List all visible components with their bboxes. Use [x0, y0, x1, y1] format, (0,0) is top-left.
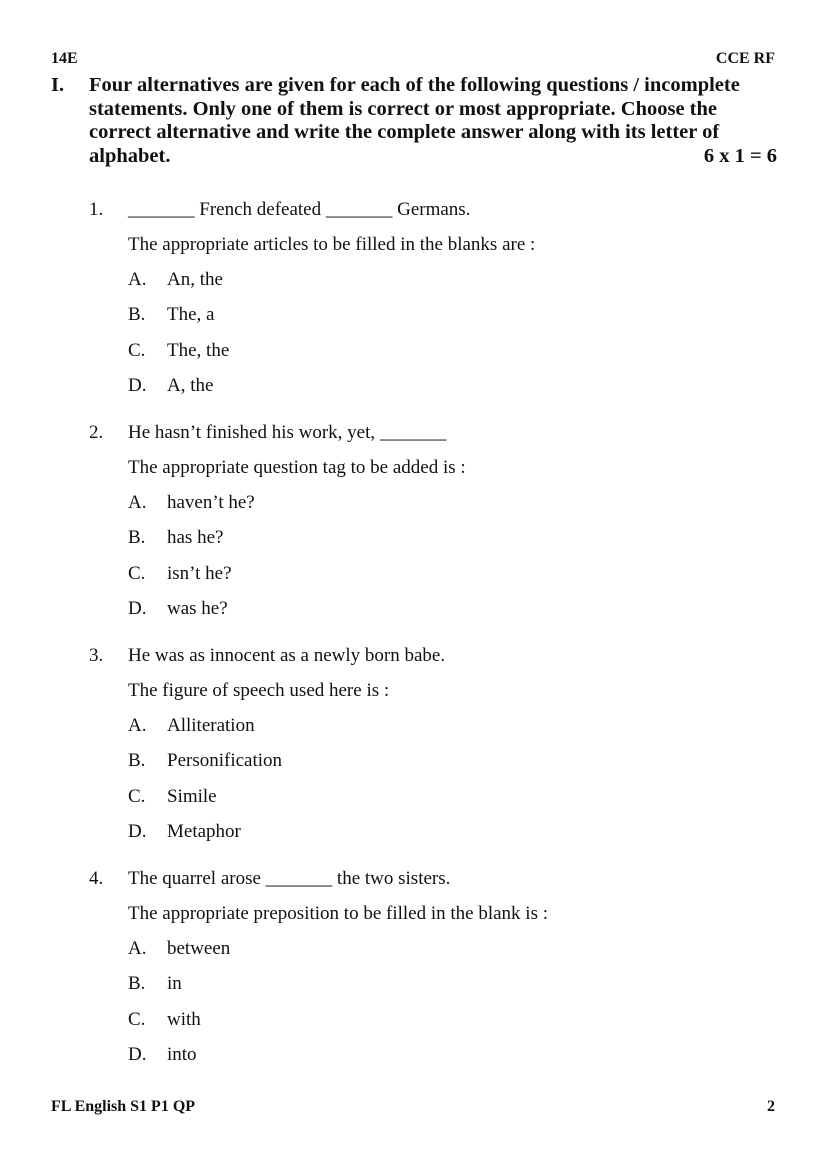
instruction-line: statements. Only one of them is correct or most appropriate. Choose the: [89, 97, 718, 120]
option-text: Personification: [167, 750, 283, 772]
question-line: [89, 415, 779, 450]
instruction-line: correct alternative and write the complete answer along with its letter of: [89, 121, 720, 143]
option-text: has he?: [167, 527, 224, 549]
option-text: into: [167, 1044, 197, 1066]
instruction-line: alphabet.: [89, 144, 171, 167]
option-letter: D.: [128, 821, 147, 843]
option-text: A, the: [167, 375, 214, 397]
option-letter: A.: [128, 491, 147, 513]
question-text: He was as innocent as a newly born babe.: [128, 644, 446, 666]
question-text: He hasn’t finished his work, yet, _______: [128, 421, 447, 443]
option-text: isn’t he?: [167, 562, 232, 584]
question-stem: The appropriate question tag to be added is :: [128, 456, 466, 478]
option-text: Simile: [167, 785, 217, 807]
question: [89, 861, 779, 1073]
option-text: was he?: [167, 598, 228, 620]
option: [89, 1002, 779, 1038]
option-letter: B.: [128, 973, 146, 995]
question-stem: The appropriate preposition to be filled in the blank is :: [128, 902, 549, 924]
option-letter: C.: [128, 1008, 146, 1030]
question-list: [89, 192, 779, 1084]
option: [89, 967, 779, 1003]
option-letter: A.: [128, 268, 147, 290]
instruction-line: Four alternatives are given for each of the following questions / incomplete: [89, 74, 740, 96]
option-letter: D.: [128, 598, 147, 620]
option: [89, 262, 779, 298]
option: [89, 333, 779, 369]
question-number: 2.: [89, 421, 104, 443]
question-number: 1.: [89, 198, 104, 220]
question-number: 3.: [89, 644, 104, 666]
question-stem: The appropriate articles to be filled in the blanks are :: [128, 233, 536, 255]
question-line: [89, 861, 779, 896]
option-text: haven’t he?: [167, 491, 255, 513]
option-letter: B.: [128, 527, 146, 549]
series-code: CCE RF: [715, 50, 775, 67]
section-number: I.: [51, 74, 65, 96]
option: [89, 369, 779, 405]
question: [89, 415, 779, 627]
option-letter: C.: [128, 562, 146, 584]
option-text: with: [167, 1008, 201, 1030]
question-text: _______ French defeated _______ Germans.: [128, 198, 471, 220]
option-letter: B.: [128, 304, 146, 326]
instruction-last-line: [89, 145, 777, 169]
section-instructions: [51, 74, 777, 168]
option-text: An, the: [167, 268, 223, 290]
option: [89, 556, 779, 592]
option: [89, 815, 779, 851]
option: [89, 708, 779, 744]
question-line: [89, 192, 779, 227]
option: [89, 592, 779, 628]
option-letter: A.: [128, 714, 147, 736]
page-number: 2: [767, 1098, 775, 1115]
option-text: between: [167, 937, 231, 959]
option-letter: C.: [128, 785, 146, 807]
option-letter: D.: [128, 1044, 147, 1066]
marks-allocation: 6 x 1 = 6: [703, 144, 777, 167]
question: [89, 638, 779, 850]
option-text: The, the: [167, 339, 230, 361]
option: [89, 521, 779, 557]
paper-code: 14E: [51, 50, 78, 67]
option-text: The, a: [167, 304, 215, 326]
option: [89, 298, 779, 334]
option: [89, 779, 779, 815]
option-letter: B.: [128, 750, 146, 772]
option-text: Metaphor: [167, 821, 241, 843]
question-stem: The figure of speech used here is :: [128, 679, 390, 701]
option: [89, 931, 779, 967]
option-letter: A.: [128, 937, 147, 959]
option: [89, 744, 779, 780]
option-text: in: [167, 973, 182, 995]
question-text: The quarrel arose _______ the two sisters.: [128, 867, 451, 889]
footer-paper-title: FL English S1 P1 QP: [51, 1098, 196, 1115]
instruction-text: [89, 74, 777, 168]
question-line: [89, 638, 779, 673]
option-text: Alliteration: [167, 714, 255, 736]
question: [89, 192, 779, 404]
option: [89, 485, 779, 521]
option-letter: D.: [128, 375, 147, 397]
option-letter: C.: [128, 339, 146, 361]
question-number: 4.: [89, 867, 104, 889]
option: [89, 1038, 779, 1074]
